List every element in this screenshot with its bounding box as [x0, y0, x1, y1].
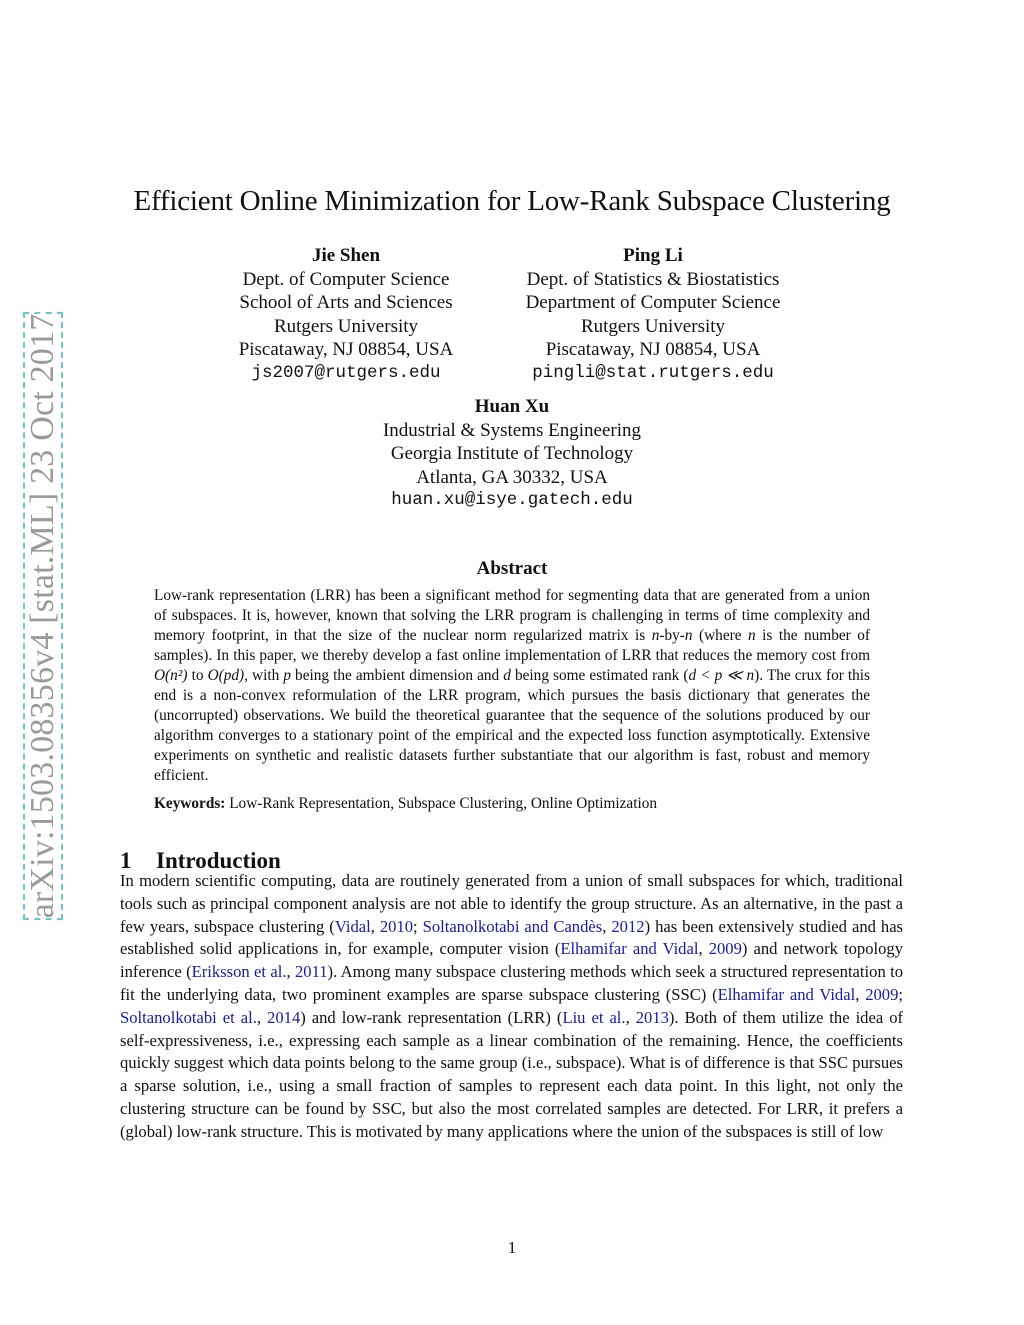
page-number: 1	[507, 1238, 517, 1257]
author-email[interactable]: huan.xu@isye.gatech.edu	[391, 490, 633, 510]
citation-year-link[interactable]: 2009	[865, 984, 899, 1004]
keywords-line	[154, 795, 870, 813]
citation-year-link[interactable]: 2014	[267, 1007, 301, 1027]
author-name: Jie Shen	[311, 245, 381, 266]
abstract-segment: , with	[244, 667, 284, 684]
author-affiliation-line: Rutgers University	[273, 315, 419, 337]
math-inline: d	[503, 667, 511, 684]
author-affiliation-line: Piscataway, NJ 08854, USA	[545, 339, 761, 360]
paper-title: Efficient Online Minimization for Low-Rank Subspace Clustering	[133, 185, 891, 217]
intro-segment: ,	[370, 916, 380, 936]
citation-link[interactable]: Soltanolkotabi and Candès	[422, 916, 603, 936]
author-block-2	[483, 244, 823, 385]
intro-segment: ;	[413, 916, 423, 936]
abstract-segment: to	[187, 667, 208, 684]
citation-year-link[interactable]: 2011	[294, 962, 328, 982]
author-affiliation-line: Piscataway, NJ 08854, USA	[238, 339, 454, 360]
intro-segment: ,	[855, 984, 866, 1004]
author-affiliation-line: Industrial & Systems Engineering	[382, 419, 642, 441]
math-inline: n	[684, 627, 693, 644]
abstract-segment: (where	[692, 627, 748, 644]
intro-segment: ,	[286, 962, 295, 982]
math-inline: n	[651, 627, 660, 644]
citation-year-link[interactable]: 2009	[708, 939, 742, 959]
abstract-heading: Abstract	[476, 558, 548, 579]
citation-link[interactable]: Liu et al.	[562, 1007, 626, 1027]
abstract-segment: ). The crux for this end is a non-convex reformulation of the LRR program, which pursues the basis dictionary that generates the (uncorrupted) observations. We build the theoretical guarantee that the sequence of the solutions produced by our algorithm converges to a stationary point of the empirical and the expected loss function asymptotically. Extensive experiments on synthetic and realistic datasets further substantiate that our algorithm is fast, robust and memory efficient.	[154, 667, 871, 784]
intro-segment: ) has been extensively studied and has established solid applications in, for example, computer vision (	[120, 916, 904, 959]
citation-year-link[interactable]: 2010	[379, 916, 414, 936]
math-inline: O(n²)	[154, 667, 188, 684]
intro-segment: ,	[256, 1007, 268, 1027]
citation-link[interactable]: Eriksson et al.	[191, 962, 287, 982]
math-inline: O(pd)	[207, 667, 245, 684]
abstract-segment: being the ambient dimension and	[290, 667, 504, 684]
math-inline: n	[747, 627, 756, 644]
keywords-label: Keywords:	[154, 795, 226, 812]
math-inline: p	[283, 667, 291, 684]
stamp-text: arXiv:1503.08356v4 [stat.ML] 23 Oct 2017	[24, 313, 61, 919]
author-affiliation-line: Department of Computer Science	[525, 292, 781, 313]
abstract-segment: being some estimated rank (	[510, 667, 689, 684]
author-affiliation-line: School of Arts and Sciences	[239, 292, 453, 313]
intro-segment: ). Among many subspace clustering methods which seek a structured representation to fit the underlying data, two prominent examples are sparse subspace clustering (SSC) (	[120, 962, 903, 1004]
intro-segment: ). Both of them utilize the idea of self-expressiveness, i.e., expressing each sample as a linear combination of the remaining. Hence, the coefficients quickly suggest which data points belong to the same group (i.e., subspace). What is of difference is that SSC pursues a sparse solution, i.e., using a small fraction of samples to represent each data point. In this light, not only the clustering structure can be found by SSC, but also the most correlated samples are detected. For LRR, it prefers a (global) low-rank structure. This is motivated by many applications where the union of the subspaces is still of low	[120, 1007, 904, 1141]
author-affiliation-line: Georgia Institute of Technology	[390, 443, 634, 464]
citation-link[interactable]: Elhamifar and Vidal	[717, 984, 856, 1004]
author-affiliation-line: Dept. of Statistics & Biostatistics	[526, 268, 780, 290]
intro-segment: ,	[698, 939, 709, 959]
author-block-3	[342, 395, 682, 513]
intro-segment: ) and network topology inference (	[120, 939, 903, 982]
abstract-segment: -by-	[659, 627, 685, 644]
keywords-text: Low-Rank Representation, Subspace Clustering, Online Optimization	[225, 795, 658, 812]
intro-segment: In modern scientific computing, data are routinely generated from a union of small subspaces for which, traditional tools such as principal component analysis are not able to identify the group structure. As an alternative, in the past a few years, subspace clustering (	[120, 871, 903, 936]
intro-segment: ) and low-rank representation (LRR) (	[300, 1007, 563, 1027]
section-title: Introduction	[156, 848, 281, 873]
author-block-1	[196, 244, 496, 385]
citation-link[interactable]: Elhamifar and Vidal	[560, 939, 699, 959]
author-affiliation-line: Rutgers University	[580, 315, 726, 337]
author-name: Huan Xu	[474, 396, 550, 417]
section-number: 1	[120, 848, 132, 873]
intro-paragraph	[120, 870, 903, 1144]
citation-link[interactable]: Vidal	[334, 916, 371, 936]
author-name: Ping Li	[623, 245, 683, 266]
intro-segment: ,	[625, 1007, 636, 1027]
intro-segment: ,	[602, 916, 612, 936]
citation-year-link[interactable]: 2013	[635, 1007, 669, 1027]
author-email[interactable]: js2007@rutgers.edu	[251, 362, 441, 383]
math-inline: d < p ≪ n	[688, 667, 755, 684]
author-email[interactable]: pingli@stat.rutgers.edu	[532, 362, 774, 383]
abstract-segment: is the number of samples). In this paper, we thereby develop a fast online implementation of LRR that reduces the memory cost from	[154, 627, 870, 664]
author-affiliation-line: Atlanta, GA 30332, USA	[416, 466, 608, 488]
abstract-text	[154, 586, 870, 786]
intro-segment: ;	[898, 984, 903, 1004]
citation-year-link[interactable]: 2012	[611, 916, 645, 936]
author-affiliation-line: Dept. of Computer Science	[242, 268, 450, 290]
abstract-segment: Low-rank representation (LRR) has been a significant method for segmenting data that are generated from a union of subspaces. It is, however, known that solving the LRR program is challenging in terms of time complexity and memory footprint, in that the size of the nuclear norm regularized matrix is	[154, 587, 870, 644]
arxiv-stamp	[23, 312, 63, 920]
citation-link[interactable]: Soltanolkotabi et al.	[120, 1007, 257, 1027]
